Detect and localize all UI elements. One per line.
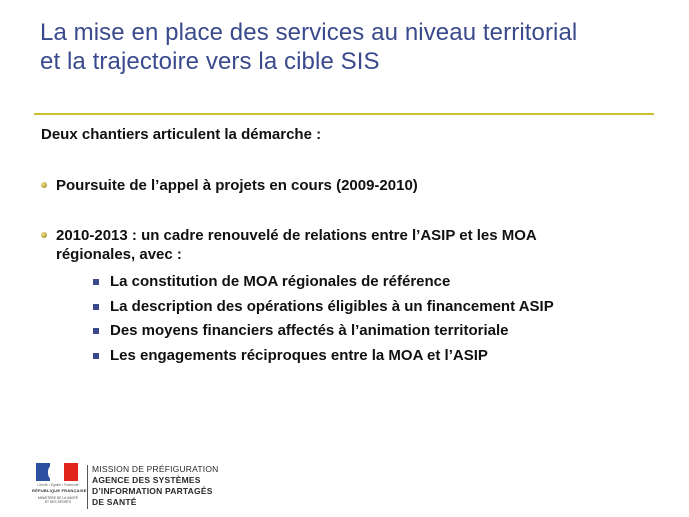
square-bullet-icon (93, 304, 99, 310)
intro-text: Deux chantiers articulent la démarche : (41, 126, 322, 143)
sub-bullet-list (56, 270, 660, 368)
title-line-1: La mise en place des services au niveau territorial (40, 19, 578, 46)
bullet-list (40, 176, 660, 368)
slide-title (40, 18, 670, 76)
bullet-dot-icon (41, 182, 47, 188)
agency-line-3: D’INFORMATION PARTAGÉS (92, 486, 213, 496)
sub-bullet-item (93, 344, 660, 369)
sub-bullet-text: Des moyens financiers affectés à l’animation territoriale (110, 322, 509, 339)
sub-bullet-text: La description des opérations éligibles à un financement ASIP (110, 297, 554, 315)
bullet-item (40, 226, 660, 368)
sub-bullet-text: La constitution de MOA régionales de référence (110, 273, 451, 290)
square-bullet-icon (93, 328, 99, 334)
footer-divider (87, 465, 88, 509)
marianne-flag-icon (36, 463, 78, 481)
logo-republic: RÉPUBLIQUE FRANÇAISE (32, 488, 87, 493)
logo-motto: Liberté • Égalité • Fraternité (37, 483, 79, 487)
bullet-dot-icon (41, 232, 47, 238)
title-divider (34, 113, 654, 115)
footer (30, 462, 250, 510)
bullet-text: Poursuite de l’appel à projets en cours (2009-2010) (56, 177, 418, 194)
bullet-text: 2010-2013 : un cadre renouvelé de relations entre l’ASIP et les MOA régionales, avec : (56, 227, 537, 263)
square-bullet-icon (93, 279, 99, 285)
agency-name (92, 464, 219, 508)
square-bullet-icon (93, 353, 99, 359)
agency-line-1: MISSION DE PRÉFIGURATION (92, 464, 219, 474)
republique-francaise-logo (32, 462, 87, 506)
agency-line-2: AGENCE DES SYSTÈMES (92, 475, 201, 485)
sub-bullet-item (93, 319, 660, 344)
agency-line-4: DE SANTÉ (92, 497, 137, 507)
sub-bullet-item (93, 270, 660, 295)
logo-ministry: MINISTÈRE DE LA SANTÉ ET DES SPORTS (37, 496, 79, 504)
title-line-2: et la trajectoire vers la cible SIS (40, 48, 380, 75)
sub-bullet-text: Les engagements réciproques entre la MOA et l’ASIP (110, 346, 488, 364)
sub-bullet-item (93, 295, 660, 320)
bullet-item (40, 176, 660, 195)
